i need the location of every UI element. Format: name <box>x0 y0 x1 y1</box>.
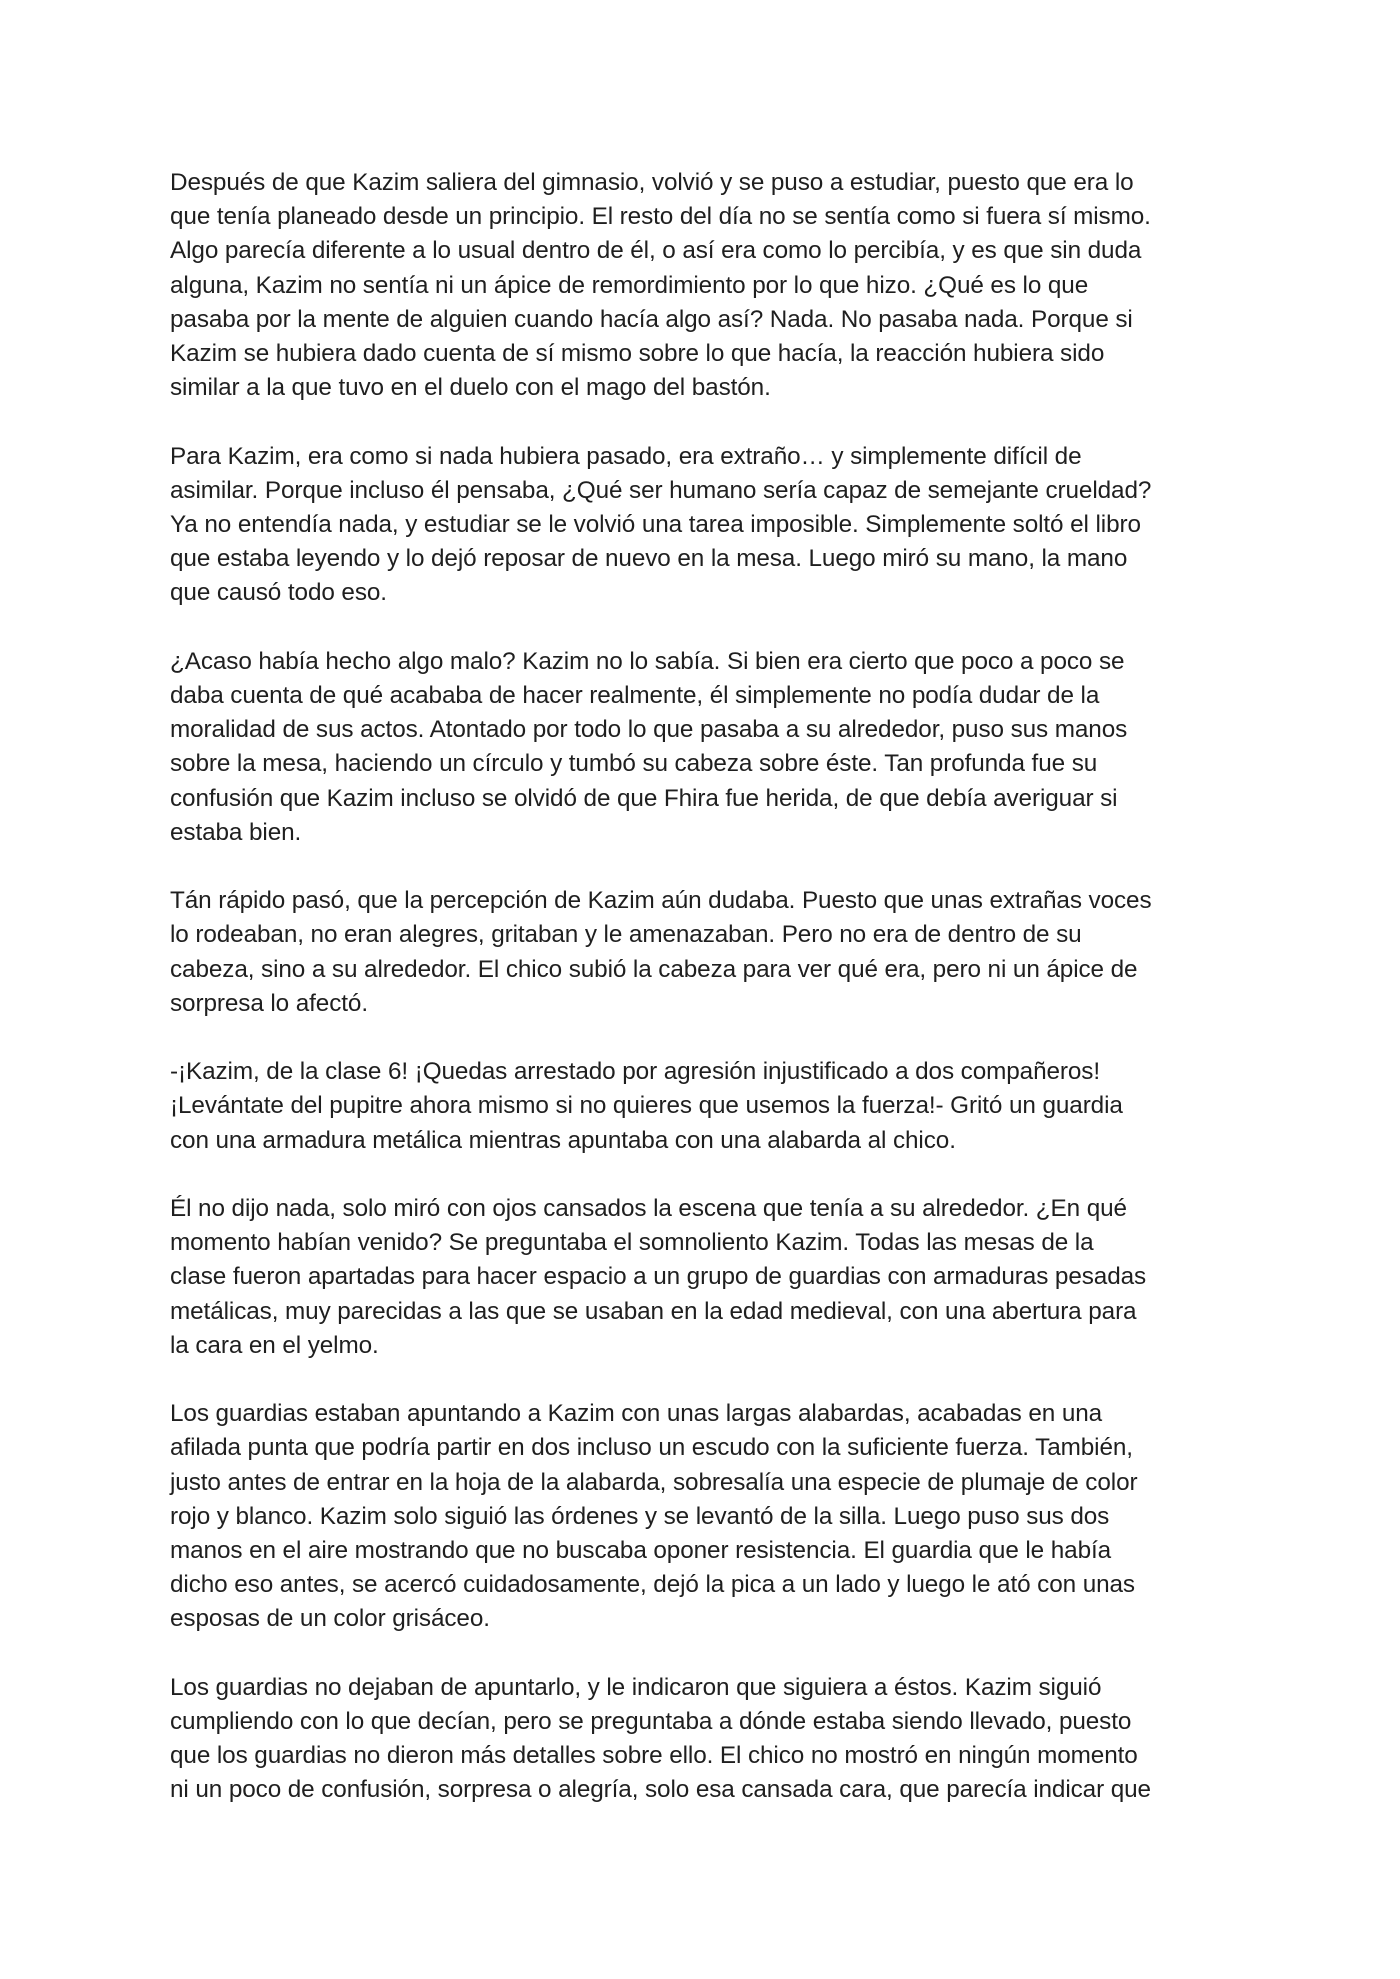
text-line: pasaba por la mente de alguien cuando hacía algo así? Nada. No pasaba nada. Porque si <box>170 305 1133 333</box>
text-line: justo antes de entrar en la hoja de la alabarda, sobresalía una especie de plumaje de color <box>170 1468 1138 1496</box>
text-line: ¿Acaso había hecho algo malo? Kazim no lo sabía. Si bien era cierto que poco a poco se <box>170 647 1125 675</box>
text-line: que tenía planeado desde un principio. El resto del día no se sentía como si fuera sí mismo. <box>170 203 1151 231</box>
document-body <box>170 166 1232 1842</box>
text-line: dicho eso antes, se acercó cuidadosamente, dejó la pica a un lado y luego le ató con unas <box>170 1571 1135 1599</box>
text-line: momento habían venido? Se preguntaba el somnoliento Kazim. Todas las mesas de la <box>170 1229 1094 1257</box>
text-line: afilada punta que podría partir en dos incluso un escudo con la suficiente fuerza. También, <box>170 1434 1133 1462</box>
text-line: daba cuenta de qué acababa de hacer realmente, él simplemente no podía dudar de la <box>170 682 1100 710</box>
text-line: cabeza, sino a su alrededor. El chico subió la cabeza para ver qué era, pero ni un ápice de <box>170 955 1138 983</box>
text-line: Él no dijo nada, solo miró con ojos cansados la escena que tenía a su alrededor. ¿En qué <box>170 1195 1127 1223</box>
text-line: lo rodeaban, no eran alegres, gritaban y le amenazaban. Pero no era de dentro de su <box>170 921 1082 949</box>
text-line: estaba bien. <box>170 818 302 846</box>
text-line: confusión que Kazim incluso se olvidó de que Fhira fue herida, de que debía averiguar si <box>170 784 1118 812</box>
text-line: que estaba leyendo y lo dejó reposar de nuevo en la mesa. Luego miró su mano, la mano <box>170 545 1128 573</box>
text-line: con una armadura metálica mientras apuntaba con una alabarda al chico. <box>170 1126 956 1154</box>
text-line: sorpresa lo afectó. <box>170 989 368 1017</box>
paragraph-4 <box>170 884 1232 1021</box>
text-line: alguna, Kazim no sentía ni un ápice de remordimiento por lo que hizo. ¿Qué es lo que <box>170 271 1089 299</box>
text-line: Después de que Kazim saliera del gimnasio, volvió y se puso a estudiar, puesto que era lo <box>170 169 1134 196</box>
text-line: ¡Levántate del pupitre ahora mismo si no quieres que usemos la fuerza!- Gritó un guardia <box>170 1092 1123 1120</box>
text-line: Tán rápido pasó, que la percepción de Kazim aún dudaba. Puesto que unas extrañas voces <box>170 887 1152 915</box>
paragraph-1 <box>170 166 1232 405</box>
text-line: metálicas, muy parecidas a las que se usaban en la edad medieval, con una abertura para <box>170 1297 1137 1325</box>
text-line: ni un poco de confusión, sorpresa o alegría, solo esa cansada cara, que parecía indicar que <box>170 1776 1151 1804</box>
text-line: rojo y blanco. Kazim solo siguió las órdenes y se levantó de la silla. Luego puso sus dos <box>170 1502 1110 1530</box>
paragraph-2 <box>170 440 1232 611</box>
paragraph-6 <box>170 1192 1232 1363</box>
text-line: sobre la mesa, haciendo un círculo y tumbó su cabeza sobre éste. Tan profunda fue su <box>170 750 1098 778</box>
text-line: Para Kazim, era como si nada hubiera pasado, era extraño… y simplemente difícil de <box>170 442 1082 470</box>
paragraph-7 <box>170 1397 1232 1636</box>
text-line: esposas de un color grisáceo. <box>170 1605 490 1633</box>
paragraph-3 <box>170 645 1232 850</box>
text-line: que los guardias no dieron más detalles sobre ello. El chico no mostró en ningún momento <box>170 1742 1138 1770</box>
text-line: similar a la que tuvo en el duelo con el mago del bastón. <box>170 374 771 402</box>
text-line: -¡Kazim, de la clase 6! ¡Quedas arrestado por agresión injustificado a dos compañeros! <box>170 1058 1101 1086</box>
paragraph-8 <box>170 1671 1232 1808</box>
text-line: Kazim se hubiera dado cuenta de sí mismo sobre lo que hacía, la reacción hubiera sido <box>170 340 1105 368</box>
text-line: la cara en el yelmo. <box>170 1331 379 1359</box>
text-line: que causó todo eso. <box>170 579 387 607</box>
text-line: manos en el aire mostrando que no buscaba oponer resistencia. El guardia que le había <box>170 1537 1112 1565</box>
text-line: asimilar. Porque incluso él pensaba, ¿Qué ser humano sería capaz de semejante crueldad? <box>170 476 1152 504</box>
text-line: Los guardias estaban apuntando a Kazim con unas largas alabardas, acabadas en una <box>170 1400 1103 1428</box>
text-line: moralidad de sus actos. Atontado por todo lo que pasaba a su alrededor, puso sus manos <box>170 716 1128 744</box>
text-line: clase fueron apartadas para hacer espacio a un grupo de guardias con armaduras pesadas <box>170 1263 1147 1291</box>
paragraph-5 <box>170 1055 1232 1158</box>
text-line: cumpliendo con lo que decían, pero se preguntaba a dónde estaba siendo llevado, puesto <box>170 1708 1132 1736</box>
text-line: Ya no entendía nada, y estudiar se le volvió una tarea imposible. Simplemente soltó el libro <box>170 511 1141 539</box>
text-line: Algo parecía diferente a lo usual dentro de él, o así era como lo percibía, y es que sin duda <box>170 237 1142 265</box>
text-line: Los guardias no dejaban de apuntarlo, y le indicaron que siguiera a éstos. Kazim siguió <box>170 1673 1102 1701</box>
